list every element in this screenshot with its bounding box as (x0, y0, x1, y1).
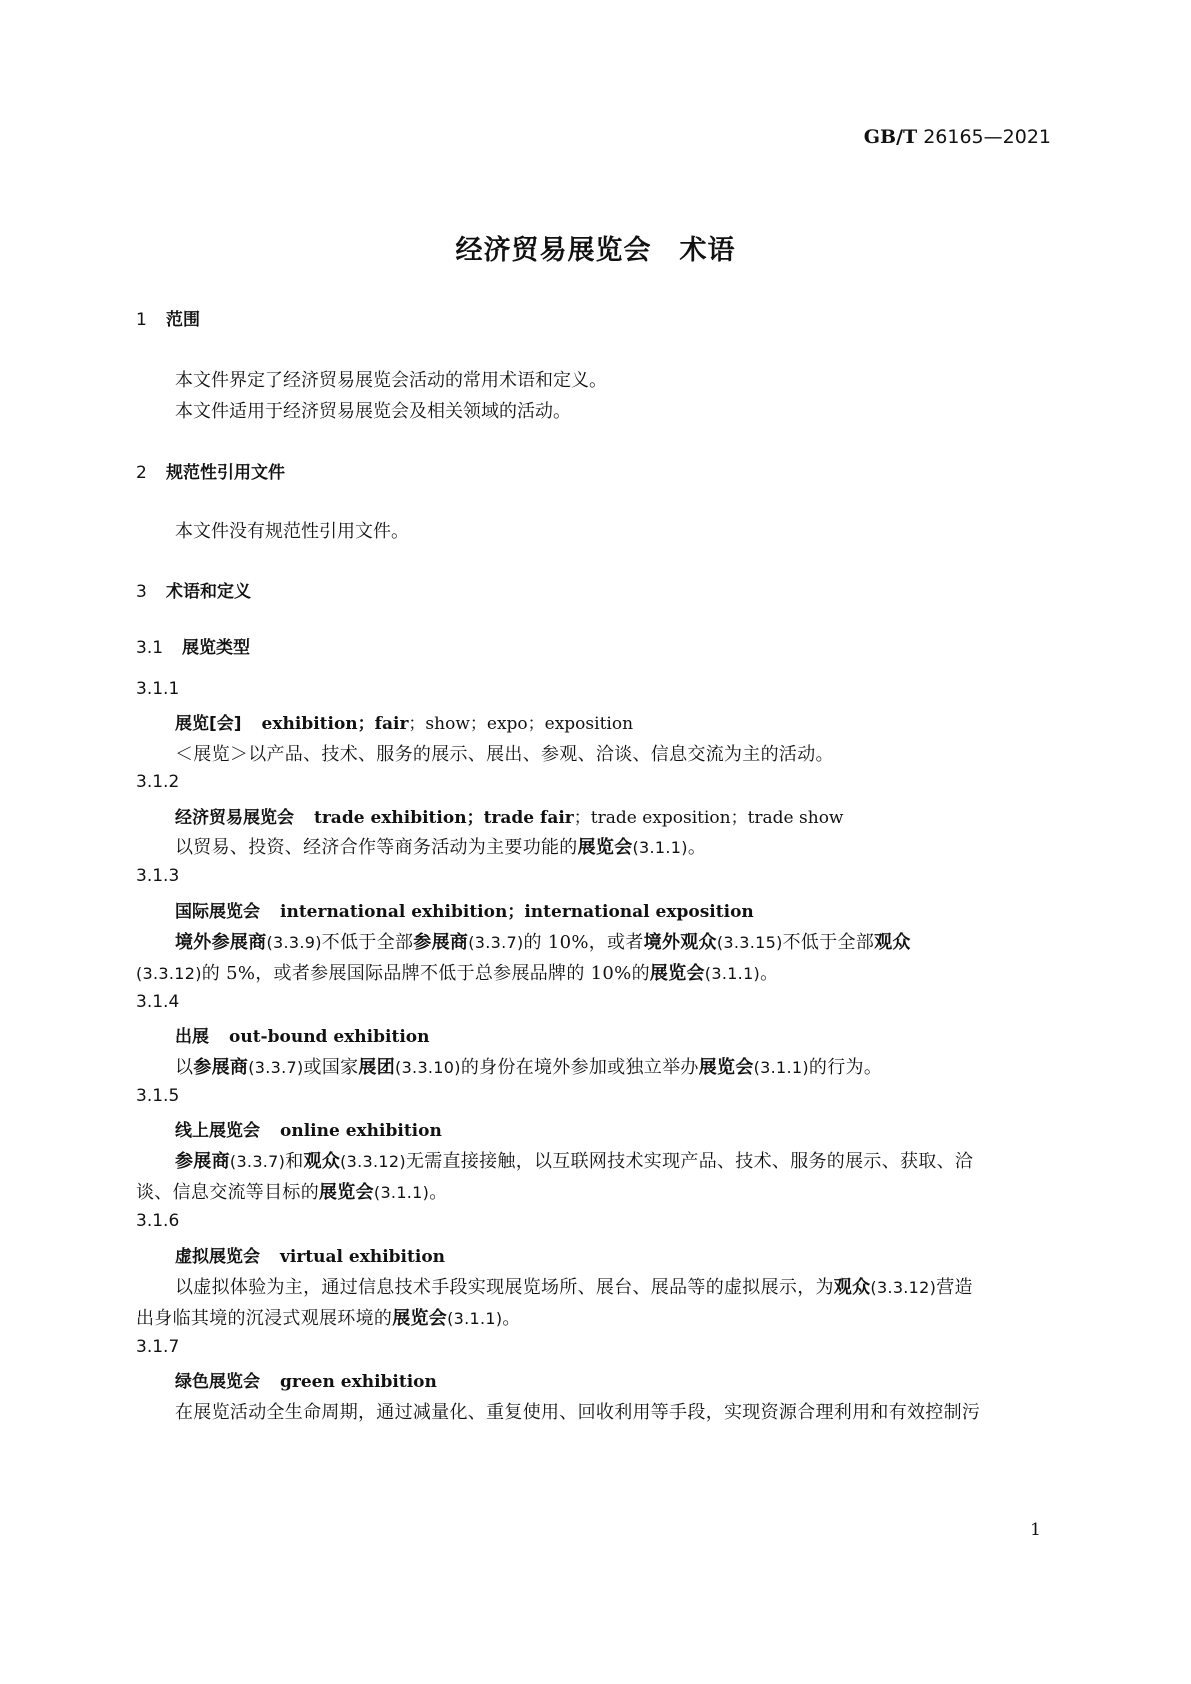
term-definition-line-2: 谈、信息交流等目标的展览会(3.1.1)。 (136, 1182, 448, 1203)
term-definition-line-1: 参展商(3.3.7)和观众(3.3.12)无需直接接触，以互联网技术实现产品、技术、服务的展示、获取、洽 (175, 1151, 974, 1172)
section-2-para-1: 本文件没有规范性引用文件。 (175, 521, 409, 542)
term-entry: 虚拟展览会 virtual exhibition (175, 1247, 446, 1267)
term-definition-line-1: 在展览活动全生命周期，通过减量化、重复使用、回收利用等手段，实现资源合理利用和有效控制污 (175, 1402, 981, 1423)
section-2-heading: 2 规范性引用文件 (136, 463, 285, 483)
section-1-para-2: 本文件适用于经济贸易展览会及相关领域的活动。 (175, 401, 571, 422)
term-number: 3.1.7 (136, 1337, 180, 1357)
term-entry: 线上展览会 online exhibition (175, 1121, 442, 1141)
term-definition-line-1: 以虚拟体验为主，通过信息技术手段实现展览场所、展台、展品等的虚拟展示，为观众(3.3.12)营造 (175, 1277, 973, 1298)
term-number: 3.1.5 (136, 1086, 180, 1106)
term-definition: ＜展览＞以产品、技术、服务的展示、展出、参观、洽谈、信息交流为主的活动。 (175, 744, 834, 765)
section-1-para-1: 本文件界定了经济贸易展览会活动的常用术语和定义。 (175, 370, 607, 391)
term-entry: 绿色展览会 green exhibition (175, 1372, 437, 1392)
section-3-1-heading: 3.1 展览类型 (136, 638, 250, 658)
term-number: 3.1.3 (136, 866, 180, 886)
term-definition-line-1: 境外参展商(3.3.9)不低于全部参展商(3.3.7)的 10%，或者境外观众(3.3.15)不低于全部观众 (175, 932, 911, 953)
section-1-heading: 1 范围 (136, 310, 200, 330)
term-definition: 以贸易、投资、经济合作等商务活动为主要功能的展览会(3.1.1)。 (175, 837, 707, 858)
term-definition: 以参展商(3.3.7)或国家展团(3.3.10)的身份在境外参加或独立举办展览会(3.1.1)的行为。 (175, 1057, 883, 1078)
standard-number: GB/T 26165—2021 (863, 126, 1051, 148)
term-definition-line-2: 出身临其境的沉浸式观展环境的展览会(3.1.1)。 (136, 1308, 521, 1329)
term-number: 3.1.4 (136, 992, 180, 1012)
term-number: 3.1.6 (136, 1211, 180, 1231)
term-definition-line-2: (3.3.12)的 5%，或者参展国际品牌不低于总参展品牌的 10%的展览会(3.1.1)。 (136, 963, 779, 984)
page-number: 1 (1030, 1520, 1041, 1540)
term-number: 3.1.2 (136, 772, 180, 792)
term-number: 3.1.1 (136, 679, 180, 699)
term-entry: 出展 out-bound exhibition (175, 1027, 430, 1047)
section-3-heading: 3 术语和定义 (136, 582, 251, 602)
term-entry: 国际展览会 international exhibition；international exposition (175, 902, 754, 922)
term-entry: 经济贸易展览会 trade exhibition；trade fair；trade exposition；trade show (175, 808, 844, 828)
term-entry: 展览[会] exhibition；fair；show；expo；exposition (175, 714, 634, 734)
document-title: 经济贸易展览会 术语 (455, 235, 736, 266)
